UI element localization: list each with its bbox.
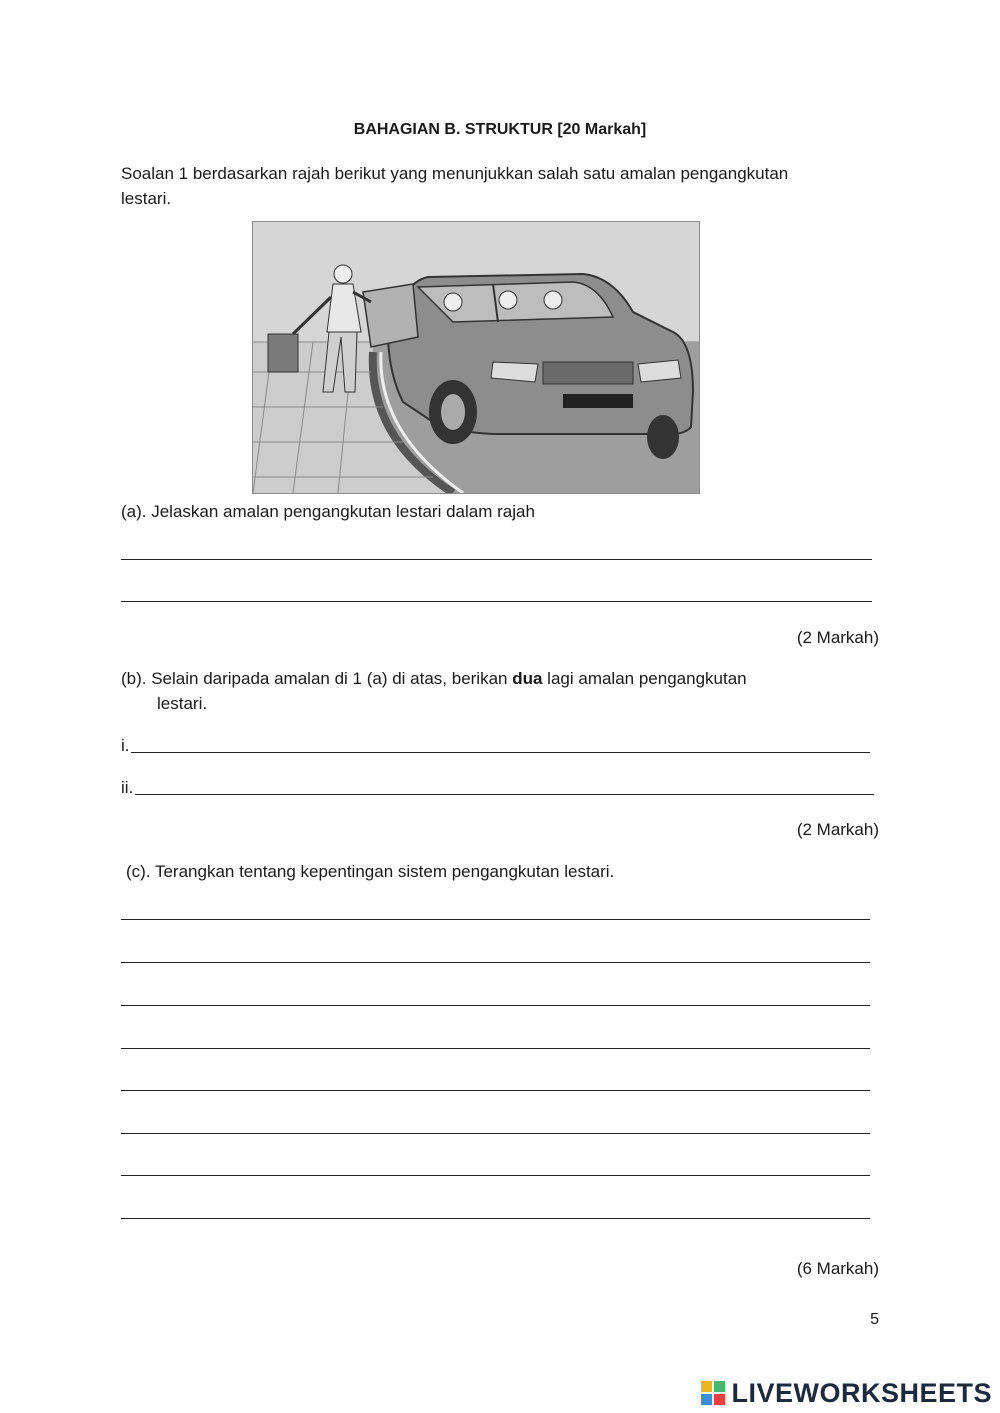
answer-line-c-5[interactable] <box>121 1090 870 1091</box>
answer-line-c-1[interactable] <box>121 919 870 920</box>
answer-line-a-2[interactable] <box>121 601 872 602</box>
carpool-illustration-icon <box>253 222 699 493</box>
question-b-prompt-before: (b). Selain daripada amalan di 1 (a) di atas, berikan <box>121 669 513 688</box>
question-b-prompt-after: lagi amalan pengangkutan <box>542 669 747 688</box>
question-b-item-1-label: i. <box>121 736 130 755</box>
answer-line-a-1[interactable] <box>121 559 872 560</box>
intro-line-1: Soalan 1 berdasarkan rajah berikut yang menunjukkan salah satu amalan pengangkutan <box>121 164 789 183</box>
question-b-item-2-label: ii. <box>121 778 134 797</box>
liveworksheets-logo-icon <box>701 1381 725 1405</box>
question-c-prompt: (c). Terangkan tentang kepentingan sistem pengangkutan lestari. <box>126 862 615 881</box>
answer-line-b-2[interactable] <box>135 794 874 795</box>
section-heading: BAHAGIAN B. STRUKTUR [20 Markah] <box>353 121 647 138</box>
question-b-prompt-line-2: lestari. <box>157 694 208 713</box>
question-c-marks: (6 Markah) <box>796 1259 879 1278</box>
answer-line-c-8[interactable] <box>121 1218 870 1219</box>
brand-watermark <box>701 1378 992 1408</box>
brand-name: LIVEWORKSHEETS <box>731 1377 992 1408</box>
answer-line-c-6[interactable] <box>121 1133 870 1134</box>
answer-line-c-7[interactable] <box>121 1175 870 1176</box>
question-b-marks: (2 Markah) <box>796 820 879 839</box>
answer-line-c-4[interactable] <box>121 1048 870 1049</box>
intro-line-2: lestari. <box>121 189 172 208</box>
question-b-prompt-bold: dua <box>512 669 543 688</box>
question-a-prompt: (a). Jelaskan amalan pengangkutan lestari dalam rajah <box>121 502 535 521</box>
page-number: 5 <box>870 1311 879 1328</box>
answer-line-c-2[interactable] <box>121 962 870 963</box>
question-b-prompt <box>121 667 747 691</box>
answer-line-c-3[interactable] <box>121 1005 870 1006</box>
question-a-marks: (2 Markah) <box>796 628 879 647</box>
answer-line-b-1[interactable] <box>131 752 870 753</box>
carpool-figure <box>252 221 700 494</box>
